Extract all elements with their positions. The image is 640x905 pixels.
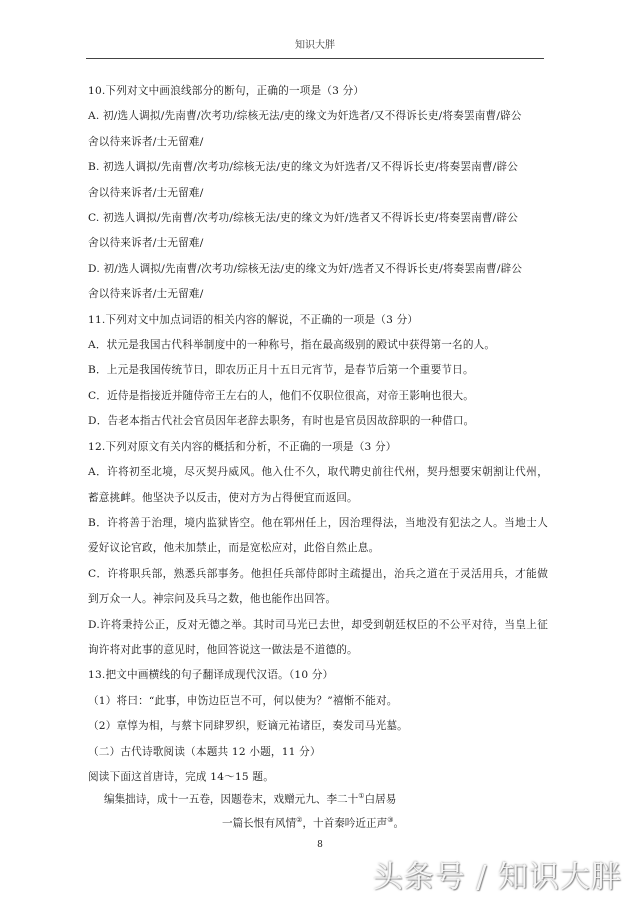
q11-option-d: D．告老本指古代社会官员因年老辞去职务，有时也是官员因故辞职的一种借口。 <box>88 415 475 428</box>
q11-option-b: B．上元是我国传统节日，即农历正月十五日元宵节，是春节后第一个重要节日。 <box>88 364 474 377</box>
question-content <box>88 79 548 790</box>
q10-option-d-line2: 舍以待来诉者/士无留难/ <box>88 288 204 301</box>
q12-option-d: D.许将秉持公正，反对无德之举。其时司马光已去世，却受到朝廷权臣的不公平对待，当皇上征询许将对此事的意见时，他回答说这一做法是不道德的。 <box>88 618 548 656</box>
section-poetry-title: （二）古代诗歌阅读（本题共 12 小题，11 分） <box>88 745 321 758</box>
q10-option-b-line2: 舍以待来诉者/士无留难/ <box>88 186 204 199</box>
watermark: 头条号 / 知识大胖 <box>372 860 622 895</box>
q12-option-a: A．许将初至北境，尽灭契丹威风。他入仕不久，取代聘史前往代州，契丹想要宋朝割让代州，蓄意挑衅。他坚决予以反击，使对方为占得便宜而返回。 <box>88 466 548 504</box>
page-number: 8 <box>317 840 323 850</box>
q10-stem: 10.下列对文中画浪线部分的断句，正确的一项是（3 分） <box>88 85 365 97</box>
poem-line-b: ，十首秦吟近正声 <box>302 817 388 830</box>
poem-line-end: 。 <box>393 817 405 830</box>
q12-option-c: C．许将职兵部，熟悉兵部事务。他担任兵部侍郎时主疏提出，治兵之道在于灵活用兵，才能做到万众一人。神宗问及兵马之数，他也能作出回答。 <box>88 567 548 606</box>
q10-option-b-line1: B. 初选人调拟/先南曹/次考功/综核无法/吏的缘文为奸选者/又不得诉长吏/将奏罢南曹/辟公 <box>88 161 519 174</box>
q11-stem: 11.下列对文中加点词语的相关内容的解说，不正确的一项是（3 分） <box>88 313 419 326</box>
poem-couplet <box>222 808 542 836</box>
q10-option-a-line1: A. 初/选人调拟/先南曹/次考功/综核无法/吏的缘文为奸选者/又不得诉长吏/将奏罢南曹/辟公 <box>88 110 522 123</box>
poem-note-a: ② <box>296 816 303 824</box>
running-header: 知识大胖 <box>295 40 335 51</box>
q11-option-c: C．近侍是指接近并随侍帝王左右的人，他们不仅职位很高，对帝王影响也很大。 <box>88 389 475 402</box>
section-poetry-intro: 阅读下面这首唐诗，完成 14～15 题。 <box>88 770 275 783</box>
q13-stem: 13.把文中画横线的句子翻译成现代汉语。（10 分） <box>88 669 334 682</box>
q12-option-b: B．许将善于治理，境内监狱皆空。他在郓州任上，因治理得法，当地没有犯法之人。当地士人爱好议论官政，他未加禁止，而是宽松应对，此俗自然止息。 <box>88 516 548 555</box>
poem-line-a: 一篇长恨有风情 <box>222 817 297 830</box>
poem-title-note: ① <box>358 792 365 800</box>
q10-option-c-line1: C. 初选人调拟/先南曹/次考功/综核无法/吏的缘文为奸/选者又不得诉长吏/将奏罢南曹/辟公 <box>88 212 519 225</box>
q10-option-d-line1: D. 初/选人调拟/先南曹/次考功/综核无法/吏的缘文为奸/选者又不得诉长吏/将奏罢南曹/辟公 <box>88 262 523 275</box>
poem-author: 白居易 <box>364 793 397 806</box>
q12-stem: 12.下列对原文有关内容的概括和分析，不正确的一项是（3 分） <box>88 440 397 453</box>
q13-sentence-2: （2）章惇为相，与蔡卞同肆罗织，贬谪元祐诸臣，奏发司马光墓。 <box>88 720 408 733</box>
poem-title-text: 编集拙诗，成十一五卷，因题卷末，戏赠元九、李二十 <box>104 793 359 806</box>
q10-option-c-line2: 舍以待来诉者/士无留难/ <box>88 237 204 250</box>
poem-note-b: ③ <box>387 816 394 824</box>
header-rule <box>86 58 544 59</box>
q11-option-a: A．状元是我国古代科举制度中的一种称号，指在最高级别的殿试中获得第一名的人。 <box>88 339 496 352</box>
q10-option-a-line2: 舍以待来诉者/士无留难/ <box>88 135 204 148</box>
q13-sentence-1: （1）将曰：“此事，申饬边臣岂不可，何以使为？”禧惭不能对。 <box>88 694 398 707</box>
